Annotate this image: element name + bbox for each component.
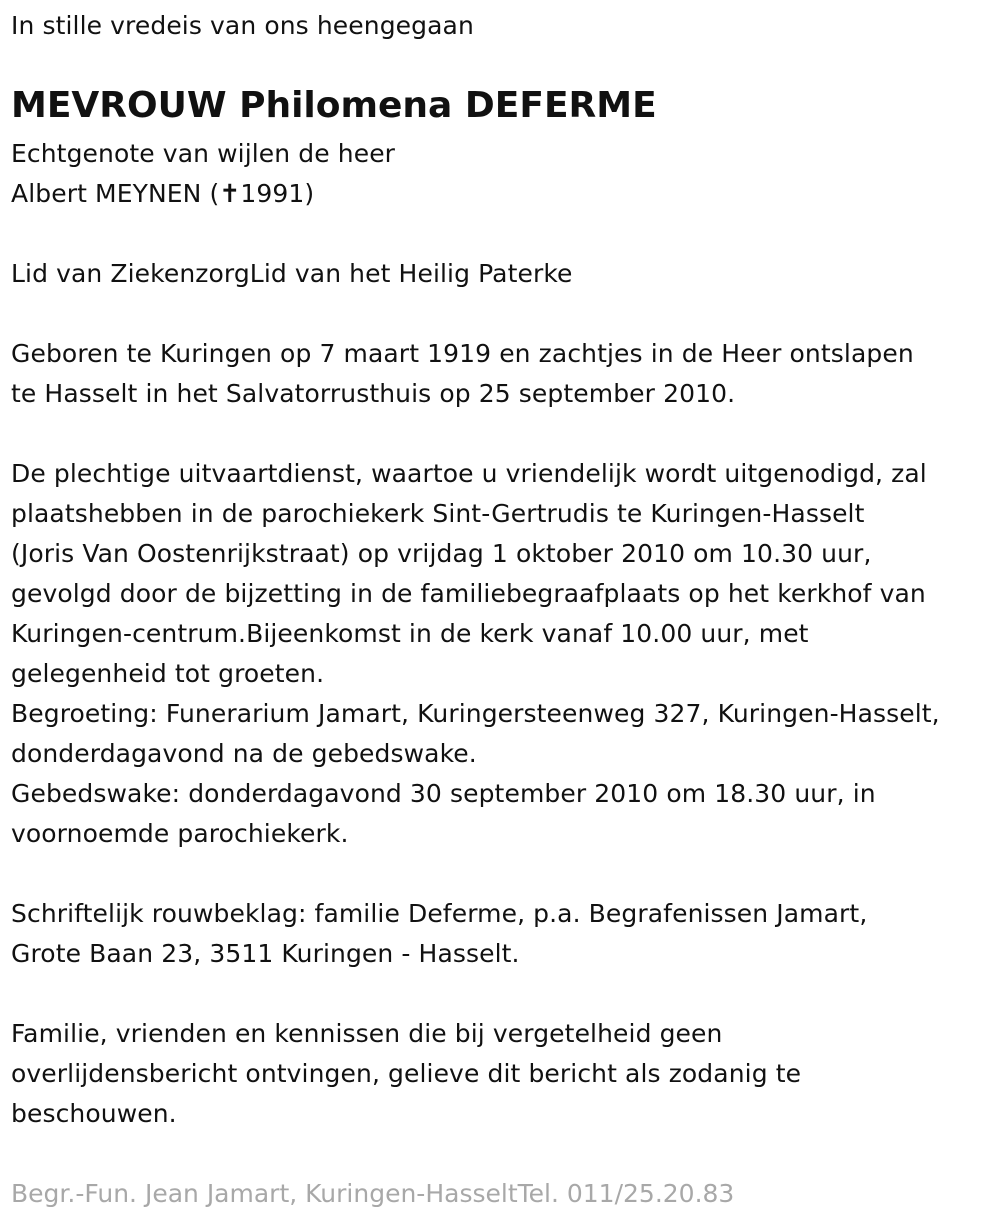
deceased-name: MEVROUW Philomena DEFERME	[11, 85, 657, 126]
membership-line: Lid van ZiekenzorgLid van het Heilig Paterke	[11, 259, 573, 288]
funeral-line: (Joris Van Oostenrijkstraat) op vrijdag 1 oktober 2010 om 10.30 uur,	[11, 539, 872, 568]
membership-block	[11, 254, 573, 294]
funeral-line: voornoemde parochiekerk.	[11, 819, 349, 848]
birth-death-block	[11, 334, 914, 414]
funeral-home-footer: Begr.-Fun. Jean Jamart, Kuringen-HasseltTel. 011/25.20.83	[11, 1179, 735, 1208]
condolences-block	[11, 894, 867, 974]
condolences-line: Grote Baan 23, 3511 Kuringen - Hasselt.	[11, 939, 520, 968]
intro-text: In stille vredeis van ons heengegaan	[11, 11, 474, 40]
family-note-line: overlijdensbericht ontvingen, gelieve dit bericht als zodanig te	[11, 1059, 802, 1088]
family-note-line: Familie, vrienden en kennissen die bij vergetelheid geen	[11, 1019, 723, 1048]
funeral-line: gevolgd door de bijzetting in de familiebegraafplaats op het kerkhof van	[11, 579, 926, 608]
birth-death-line: Geboren te Kuringen op 7 maart 1919 en zachtjes in de Heer ontslapen	[11, 339, 914, 368]
family-note-block	[11, 1014, 801, 1134]
spouse-line: Albert MEYNEN (✝1991)	[11, 179, 315, 208]
funeral-line: Begroeting: Funerarium Jamart, Kuringersteenweg 327, Kuringen-Hasselt,	[11, 699, 940, 728]
condolences-line: Schriftelijk rouwbeklag: familie Deferme, p.a. Begrafenissen Jamart,	[11, 899, 868, 928]
funeral-line: donderdagavond na de gebedswake.	[11, 739, 477, 768]
funeral-line: plaatshebben in de parochiekerk Sint-Gertrudis te Kuringen-Hasselt	[11, 499, 865, 528]
funeral-line: De plechtige uitvaartdienst, waartoe u vriendelijk wordt uitgenodigd, zal	[11, 459, 927, 488]
birth-death-line: te Hasselt in het Salvatorrusthuis op 25 september 2010.	[11, 379, 736, 408]
spouse-block	[11, 134, 395, 214]
family-note-line: beschouwen.	[11, 1099, 177, 1128]
funeral-line: Kuringen-centrum.Bijeenkomst in de kerk vanaf 10.00 uur, met	[11, 619, 809, 648]
funeral-line: Gebedswake: donderdagavond 30 september 2010 om 18.30 uur, in	[11, 779, 876, 808]
funeral-line: gelegenheid tot groeten.	[11, 659, 325, 688]
spouse-line: Echtgenote van wijlen de heer	[11, 139, 396, 168]
funeral-details-block	[11, 454, 940, 854]
